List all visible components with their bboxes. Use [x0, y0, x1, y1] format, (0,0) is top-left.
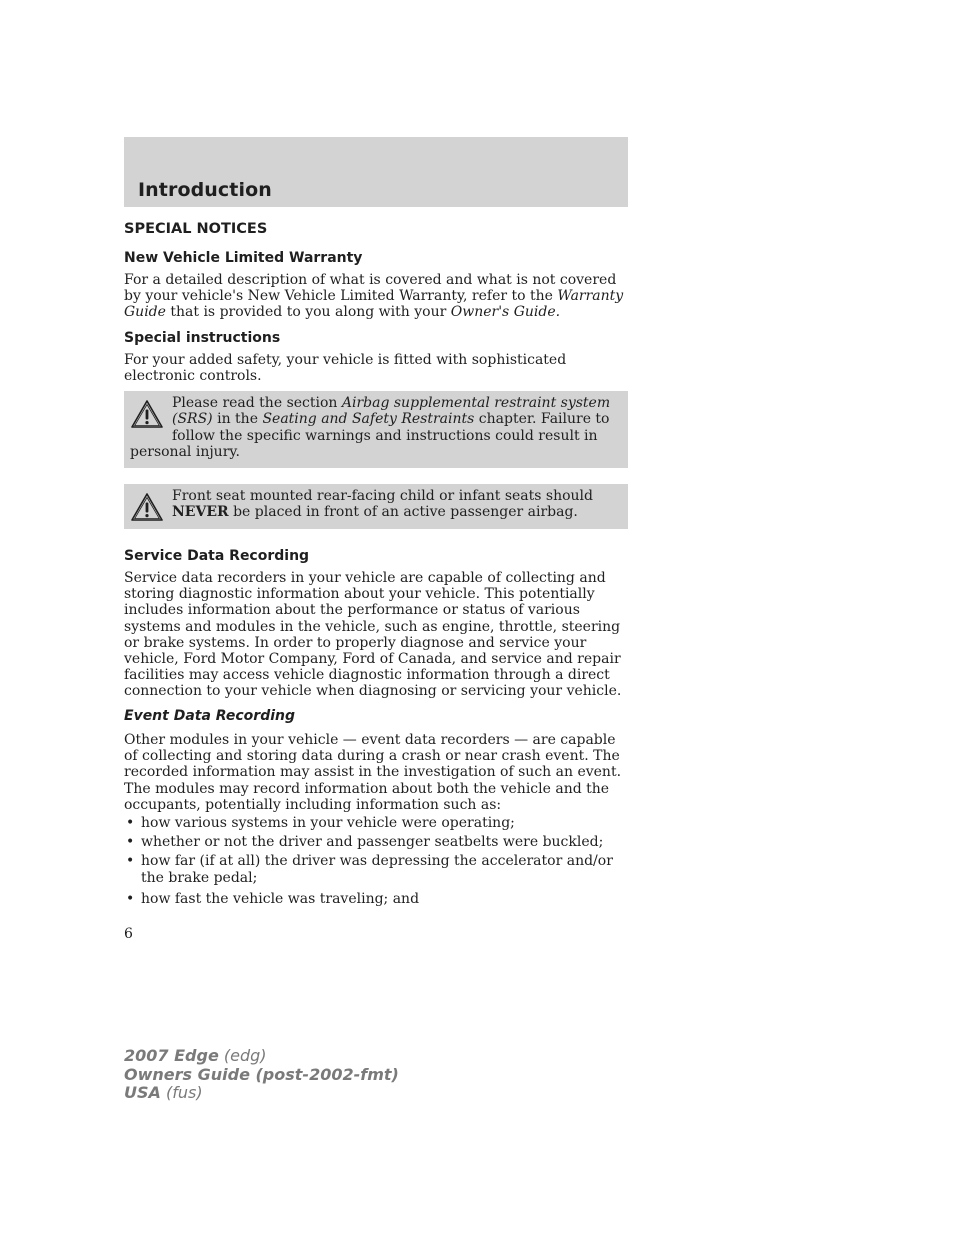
footer-guide-type: Owners Guide (post-2002-fmt) — [124, 1064, 399, 1084]
warranty-paragraph — [124, 272, 628, 321]
list-item — [124, 853, 628, 885]
document-footer — [124, 1047, 399, 1103]
warning-1-text-3: chapter. Failure to follow the specific warnings and instructions could result in personal injury. — [130, 411, 610, 461]
warning-1-text-1: Please read the section — [172, 395, 342, 411]
seating-chapter-ref: Seating and Safety Restraints — [262, 411, 475, 428]
section-heading-block — [124, 221, 628, 237]
owners-guide-ref: Owner's Guide. — [450, 304, 561, 321]
chapter-header-band — [124, 137, 628, 207]
warranty-block — [124, 250, 628, 321]
footer-line-guide — [124, 1066, 399, 1085]
event-data-paragraph: Other modules in your vehicle — event data recorders — are capable of collecting and storing data during a crash or near crash event. The recorded information may assist in the investigation of such an event. The modules may record information about both the vehicle and the occupants, potentially including information such as: — [124, 732, 622, 813]
event-data-block — [124, 708, 628, 907]
warning-1-text-2: in the — [212, 411, 263, 428]
warning-2-text-1: Front seat mounted rear-facing child or infant seats should — [172, 488, 593, 504]
warning-triangle-icon — [130, 492, 164, 522]
special-instructions-heading: Special instructions — [124, 330, 281, 346]
list-item-text: how fast the vehicle was traveling; and — [141, 890, 420, 907]
bullet-icon: • — [126, 815, 135, 832]
warranty-text-1: For a detailed description of what is covered and what is not covered by your vehicle's New Vehicle Limited Warranty, refer to the — [124, 272, 617, 305]
never-emphasis: NEVER — [172, 504, 229, 521]
list-item-text: how various systems in your vehicle were operating; — [141, 815, 515, 832]
chapter-title: Introduction — [138, 179, 272, 201]
list-item — [124, 815, 628, 831]
srs-section-ref: Airbag supplemental restraint system (SRS) — [172, 395, 611, 428]
warranty-guide-ref: Warranty Guide — [124, 288, 624, 321]
event-data-heading: Event Data Recording — [124, 708, 296, 724]
event-data-list — [124, 815, 628, 907]
warning-box-airbag — [124, 391, 628, 468]
list-item-text: how far (if at all) the driver was depressing the accelerator and/or the brake pedal; — [141, 853, 613, 886]
footer-market: USA — [124, 1083, 161, 1102]
warning-child-seat-text — [130, 488, 620, 521]
bullet-icon: • — [126, 853, 135, 870]
warning-triangle-icon — [130, 399, 164, 429]
warranty-text-2: that is provided to you along with your — [165, 304, 451, 321]
footer-line-model — [124, 1047, 399, 1066]
section-title: SPECIAL NOTICES — [124, 221, 268, 237]
bullet-icon: • — [126, 834, 135, 851]
service-data-paragraph: Service data recorders in your vehicle are capable of collecting and storing diagnostic information about your vehicle. This potentially includes information about the performance or status of various systems and modules in the vehicle, such as engine, throttle, steering or brake systems. In order to properly diagnose and service your vehicle, Ford Motor Company, Ford of Canada, and service and repair facilities may access vehicle diagnostic information through a direct connection to your vehicle when diagnosing or servicing your vehicle. — [124, 570, 622, 700]
page-number: 6 — [124, 926, 133, 942]
warning-box-child-seat — [124, 484, 628, 529]
footer-market-code: (fus) — [160, 1083, 203, 1102]
warranty-heading: New Vehicle Limited Warranty — [124, 250, 363, 266]
footer-model-code: (edg) — [218, 1046, 267, 1065]
footer-line-market — [124, 1084, 399, 1103]
footer-model: 2007 Edge — [124, 1046, 219, 1065]
list-item — [124, 891, 628, 907]
warning-2-text-2: be placed in front of an active passenger airbag. — [228, 504, 578, 521]
list-item-text: whether or not the driver and passenger seatbelts were buckled; — [141, 834, 604, 851]
special-instructions-paragraph: For your added safety, your vehicle is fitted with sophisticated electronic controls. — [124, 352, 567, 385]
list-item — [124, 834, 628, 850]
bullet-icon: • — [126, 890, 135, 907]
warning-airbag-text — [130, 395, 620, 461]
special-instructions-block — [124, 330, 628, 384]
service-data-heading: Service Data Recording — [124, 548, 310, 564]
service-data-block — [124, 548, 628, 700]
